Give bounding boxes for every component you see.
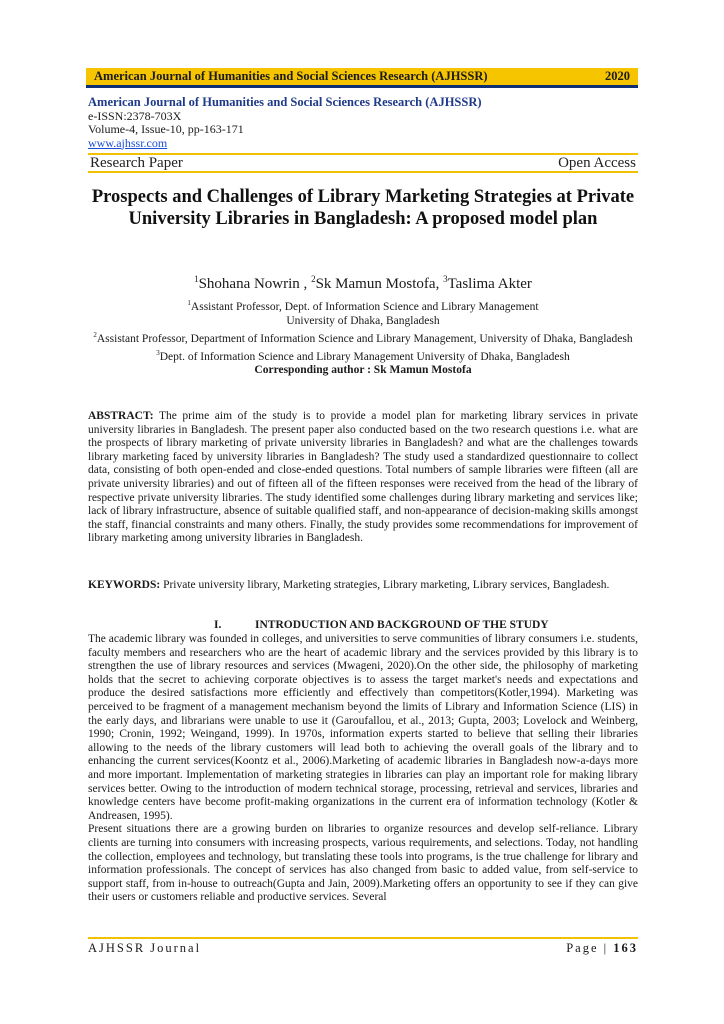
keywords-label: KEYWORDS: [88, 579, 161, 591]
journal-volume: Volume-4, Issue-10, pp-163-171 [88, 122, 244, 136]
journal-header-bar [86, 68, 638, 88]
footer-page-number: 163 [613, 941, 638, 955]
affiliation-sup: 3 [156, 348, 160, 357]
affiliations [88, 296, 638, 377]
body-text [88, 633, 638, 905]
footer-journal: AJHSSR Journal [88, 941, 202, 955]
corresponding-author: Corresponding author : Sk Mamun Mostofa [254, 364, 472, 377]
affiliation-sup: 1 [187, 299, 191, 307]
author-sup: 2 [311, 274, 316, 284]
footer-rule [88, 937, 638, 939]
journal-header-title: American Journal of Humanities and Social Sciences Research (AJHSSR) [94, 69, 488, 83]
author-sup: 1 [194, 274, 199, 284]
abstract [88, 410, 638, 546]
abstract-label: ABSTRACT: [88, 410, 154, 422]
journal-meta [88, 96, 638, 150]
affiliation-sup: 2 [93, 330, 97, 339]
affiliation-3 [88, 346, 638, 364]
paper-type-label: Research Paper [90, 154, 183, 171]
section-title: INTRODUCTION AND BACKGROUND OF THE STUDY [255, 619, 549, 631]
affiliation-text: Assistant Professor, Dept. of Information Science and Library Management [190, 300, 539, 313]
affiliation-text: Dept. of Information Science and Library Management University of Dhaka, Bangladesh [159, 350, 570, 363]
journal-name: American Journal of Humanities and Social Sciences Research (AJHSSR) [88, 95, 482, 109]
body-paragraph-1: The academic library was founded in colleges, and universities to serve communities of library consumers i.e. students, faculty members and researchers who are the heart of academic library and the services provided by this library is to strengthen the use of library resources and services (Mwageni, 2020).On the other side, the philosophy of marketing holds that the secret to achieving corporate objectives is to assess the target market's needs and expectations and produce the desired satisfactions more efficiently and effectively than competitors(Kotler,1994). Marketing was perceived to be fragment of a management mechanism beyond the limits of Library and Information Science (LIS) in the early days, and librarians were unable to use it (Garoufallou, et al., 2013; Gupta, 2003; Lovelock and Weinberg, 1990; Cronin, 1992; Weingand, 1999). In 1970s, information experts started to believe that selling their libraries allowing to the needs of the library customers will lead both to achieving the overall goals of the library and to enhancing the current services(Koontz et al., 2006).Marketing of academic libraries in Bangladesh now-a-days more and more important. Implementation of marketing strategies in libraries can play an important role for making library services better. Owing to the introduction of modern technical storage, processing, retrieval and services, libraries and knowledge centers have become profit-making organizations in the current era of information technology (Kotler & Andreasen, 1995). [88, 633, 638, 822]
access-label: Open Access [558, 154, 636, 171]
journal-issn: e-ISSN:2378-703X [88, 108, 182, 123]
footer-page-label: Page | [566, 941, 614, 955]
section-number: I. [214, 619, 222, 631]
journal-header-year: 2020 [605, 69, 630, 83]
author-name: Taslima Akter [447, 276, 532, 292]
keywords [88, 579, 638, 593]
author-name: Shohana Nowrin , [198, 276, 312, 292]
journal-url-link[interactable]: www.ajhssr.com [88, 135, 168, 150]
author-name: Sk Mamun Mostofa, [315, 276, 444, 292]
paper-type-bar [88, 153, 638, 173]
author-sup: 3 [443, 274, 448, 284]
body-paragraph-2: Present situations there are a growing burden on libraries to organize resources and develop self-reliance. Library clients are turning into consumers with increasing prospects, various requirements, and selections. Today, not handling the collection, employees and technology, but translating these tools into programs, is the true challenge for library and information professionals. The concept of services has also changed from basic to added value, from self-service to support staff, from in-house to outreach(Gupta and Jain, 2009).Marketing offers an opportunity to see if they can give their users or customers reliable and productive services. Several [88, 823, 638, 904]
abstract-text: The prime aim of the study is to provide a model plan for marketing library services in private university libraries in Bangladesh. The present paper also conducted based on the two research questions i.e. what are the prospects of library marketing of private university libraries in Bangladesh? and what are the challenges towards library marketing faced by university libraries in Bangladesh? The study used a standardized questionnaire to collect data, consisting of both open-ended and close-ended questions. Total numbers of sample libraries were fifteen (all are private university libraries) and out of fifteen all of the fifteen responses were received from the head of the library of respective private university libraries. The study identified some challenges during library marketing and services like; lack of library infrastructure, absence of suitable qualified staff, and non-appearance of decision-making skills amongst the staff, financial constraints and many others. Finally, the study provides some recommendations for improvement of library marketing among university libraries in Bangladesh. [88, 410, 638, 545]
footer-page [566, 941, 638, 956]
paper-title: Prospects and Challenges of Library Marketing Strategies at Private University Libraries in Bangladesh: A proposed model plan [91, 187, 635, 229]
affiliation-1 [88, 296, 638, 314]
affiliation-2 [88, 328, 638, 346]
author-list [88, 274, 638, 293]
affiliation-1-line2: University of Dhaka, Bangladesh [286, 314, 440, 327]
page-footer [88, 941, 638, 956]
affiliation-text: Assistant Professor, Department of Information Science and Library Management, University of Dhaka, Bangladesh [96, 332, 633, 345]
keywords-text: Private university library, Marketing strategies, Library marketing, Library services, Bangladesh. [160, 579, 610, 591]
